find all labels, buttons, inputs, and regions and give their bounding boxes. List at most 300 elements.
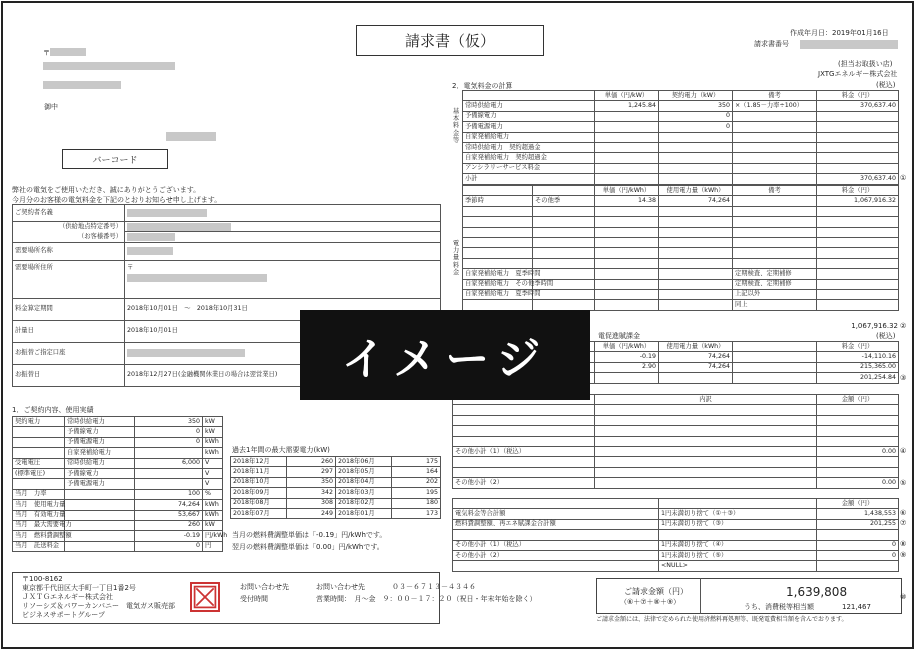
contract-row [13, 510, 223, 520]
info-label: （供給地点特定番号） [13, 222, 125, 232]
energy-head: 使用電力量（kWh） [659, 186, 733, 196]
energy-item: 自家発補給電力 その他季時間 [463, 279, 533, 289]
energy-unit-price [595, 289, 659, 299]
blank [733, 352, 817, 362]
onchu-label: 御中 [44, 103, 58, 111]
basic-amount [817, 142, 899, 152]
energy-amount [817, 269, 899, 279]
energy-kwh: 74,264 [659, 196, 733, 206]
other-amount-head: 金額（円） [817, 395, 899, 405]
energy-season [533, 227, 595, 237]
energy-row [463, 279, 899, 289]
contract-category: 当月 燃料費調整額 [13, 531, 65, 541]
info-label: 需要場所名称 [13, 242, 125, 260]
demand-month: 2018年08月 [231, 498, 287, 508]
energy-kwh [659, 258, 733, 268]
basic-contract-kw [659, 163, 733, 173]
basic-amount [817, 132, 899, 142]
contract-category [13, 448, 65, 458]
summary-rule [659, 530, 817, 540]
contract-unit: kW [203, 427, 223, 437]
summary-item: その他小計（2） [453, 550, 659, 560]
contract-value: 100 [135, 489, 203, 499]
demand-value: 249 [287, 508, 336, 518]
contract-item: 自家発補給電力 [65, 448, 135, 458]
info-value [125, 222, 441, 232]
contract-value: 74,264 [135, 500, 203, 510]
bottom-note: ご請求金額には、法律で定められた使用済燃料再処理等、既発電費相当額を含んでおります。 [596, 616, 848, 623]
contract-category: 当月 託送料金 [13, 541, 65, 551]
contract-value: 0 [135, 541, 203, 551]
energy-kwh [659, 248, 733, 258]
circle-4: ④ [900, 447, 907, 455]
levy-amount: -14,110.16 [817, 352, 899, 362]
sender-postal: 〒100-8162 [22, 575, 63, 583]
contract-item [65, 500, 135, 510]
energy-amount [817, 289, 899, 299]
info-value: 2018年12月27日(金融機関休業日の場合は翌営業日) [125, 364, 441, 386]
energy-subtotal: 1,067,916.32 [851, 322, 898, 330]
demand-table [230, 456, 441, 519]
energy-season [533, 258, 595, 268]
sender-address: 東京都千代田区大手町一丁目1番2号 [22, 584, 136, 592]
contract-unit: kW [203, 417, 223, 427]
energy-kwh [659, 289, 733, 299]
other-subtotal-1-value: 0.00 [817, 446, 899, 456]
energy-item [463, 300, 533, 310]
levy-unit-price: -0.19 [595, 352, 659, 362]
contract-value: 6,000 [135, 458, 203, 468]
energy-unit-price: 14.38 [595, 196, 659, 206]
energy-amount [817, 258, 899, 268]
contract-value: 350 [135, 417, 203, 427]
basic-unit-price [595, 111, 659, 121]
contract-unit: kWh [203, 448, 223, 458]
contract-table [12, 416, 228, 552]
created-date: 作成年月日：2019年01月16日 [790, 29, 889, 37]
demand-value: 202 [392, 477, 441, 487]
energy-kwh [659, 279, 733, 289]
energy-amount: 1,067,916.32 [817, 196, 899, 206]
summary-row [453, 540, 899, 550]
basic-amount [817, 163, 899, 173]
basic-item: 自家発補給電力 契約超過金 [463, 153, 595, 163]
contract-unit: V [203, 468, 223, 478]
basic-row [463, 111, 899, 121]
energy-note [733, 248, 817, 258]
greeting-line-1: 弊社の電気をご使用いただき、誠にありがとうございます。 [12, 186, 201, 194]
energy-note [733, 258, 817, 268]
basic-note: ×（1.85－力率÷100） [733, 101, 817, 111]
energy-unit-price [595, 300, 659, 310]
basic-contract-kw [659, 174, 733, 184]
energy-note: 定期検査、定期補修 [733, 269, 817, 279]
contract-row [13, 489, 223, 499]
contract-item: 予備電源電力 [65, 437, 135, 447]
basic-row [463, 174, 899, 184]
demand-month: 2018年12月 [231, 457, 287, 467]
energy-note: 上記以外 [733, 289, 817, 299]
basic-amount: 370,637.40 [817, 101, 899, 111]
energy-head: 単価（円/kWh） [595, 186, 659, 196]
energy-row [463, 217, 899, 227]
basic-item: 常時供給電力 契約超過金 [463, 142, 595, 152]
contract-category: 受電電圧 [13, 458, 65, 468]
contract-row [13, 437, 223, 447]
circle-1: ① [900, 174, 907, 182]
other-subtotal-2-label: その他小計（2） [453, 478, 595, 488]
header-blank [533, 186, 595, 196]
contract-value [135, 448, 203, 458]
basic-amount: 370,637.40 [817, 174, 899, 184]
basic-head: 料金（円） [817, 91, 899, 101]
redacted-address-1 [43, 62, 175, 70]
levy-tax-note: (税込) [876, 332, 896, 340]
demand-month: 2018年03月 [336, 488, 392, 498]
demand-heading: 過去1年間の最大需要電力(kW) [232, 446, 330, 454]
energy-kwh [659, 269, 733, 279]
other-subtotal-1-label: その他小計（1）（税込） [453, 446, 595, 456]
summary-amount: 201,255 [817, 519, 899, 529]
demand-value: 350 [287, 477, 336, 487]
contract-value [135, 479, 203, 489]
energy-unit-price [595, 258, 659, 268]
energy-note [733, 196, 817, 206]
demand-value: 175 [392, 457, 441, 467]
summary-rule: 1円未満切り捨て（④） [659, 540, 817, 550]
basic-unit-price [595, 132, 659, 142]
info-label: ご契約者名義 [13, 205, 125, 222]
basic-unit-price [595, 122, 659, 132]
energy-item [463, 248, 533, 258]
summary-item: 電気料金等合計額 [453, 509, 659, 519]
demand-row [231, 477, 441, 487]
basic-amount [817, 122, 899, 132]
info-label: お振替ご指定口座 [13, 342, 125, 364]
contract-category: 契約電力 [13, 417, 65, 427]
energy-row [463, 237, 899, 247]
info-label: （お客様番号） [13, 232, 125, 242]
energy-season [533, 289, 595, 299]
contract-row [13, 520, 223, 530]
energy-amount [817, 279, 899, 289]
energy-item: 自家発補給電力 夏季時間 [463, 289, 533, 299]
tax-label: うち、消費税等相当額 [744, 603, 814, 611]
summary-rule: <NULL> [659, 561, 817, 571]
basic-unit-price [595, 142, 659, 152]
tax-note: (税込) [876, 81, 896, 89]
energy-season: その他季 [533, 196, 595, 206]
energy-head-row [463, 186, 899, 196]
contract-item: 常時供給電力 [65, 458, 135, 468]
energy-row [463, 258, 899, 268]
redacted-postal [50, 48, 86, 56]
basic-contract-kw [659, 142, 733, 152]
demand-value: 180 [392, 498, 441, 508]
header-blank [733, 342, 817, 352]
fuel-note-current: 当月の燃料費調整単価は「-0.19」円/kWhです。 [232, 531, 387, 539]
basic-head: 単価（円/kW） [595, 91, 659, 101]
demand-value: 260 [287, 457, 336, 467]
contract-unit: % [203, 489, 223, 499]
energy-note: 同上 [733, 300, 817, 310]
summary-item: 燃料費調整額、再エネ賦課金合計額 [453, 519, 659, 529]
basic-contract-kw [659, 132, 733, 142]
energy-unit-price [595, 279, 659, 289]
demand-value: 164 [392, 467, 441, 477]
contract-item: 常時供給電力 [65, 417, 135, 427]
summary-amount: 0 [817, 550, 899, 560]
demand-value: 342 [287, 488, 336, 498]
redacted-recipient [166, 132, 216, 141]
demand-month: 2018年01月 [336, 508, 392, 518]
contract-unit: 円/kWh [203, 531, 223, 541]
circle-3: ③ [900, 374, 907, 382]
basic-contract-kw: 0 [659, 111, 733, 121]
demand-row [231, 508, 441, 518]
basic-row [463, 132, 899, 142]
basic-row [463, 122, 899, 132]
energy-season [533, 248, 595, 258]
energy-note [733, 217, 817, 227]
demand-month: 2018年07月 [231, 508, 287, 518]
contract-unit: kWh [203, 500, 223, 510]
basic-contract-kw: 0 [659, 122, 733, 132]
header-blank [463, 186, 533, 196]
summary-item: その他小計（1）（税込） [453, 540, 659, 550]
postal-mark: 〒 [43, 49, 50, 57]
summary-row [453, 519, 899, 529]
basic-amount [817, 111, 899, 121]
demand-month: 2018年04月 [336, 477, 392, 487]
energy-unit-price [595, 248, 659, 258]
business-hours: 営業時間： 月～金 ９：００－１７：２０（祝日・年末年始を除く） [316, 595, 537, 603]
levy-unit-price: 2.90 [595, 362, 659, 372]
energy-item: 季節時 [463, 196, 533, 206]
blank [595, 373, 659, 383]
basic-charge-label: 基本料金等 [452, 108, 460, 144]
inquiry-label: お問い合わせ先 [240, 583, 289, 591]
basic-item: 自家発補給電力 [463, 132, 595, 142]
info-value: 2018年10月01日 ～ 2018年10月31日 [125, 298, 441, 320]
basic-item: アンシラリーサービス料金 [463, 163, 595, 173]
basic-contract-kw [659, 153, 733, 163]
contract-category: 当月 力率 [13, 489, 65, 499]
demand-month: 2018年06月 [336, 457, 392, 467]
total-formula: （⑥＋⑦＋⑧＋⑨） [620, 598, 681, 606]
demand-row [231, 467, 441, 477]
circle-8: ⑧ [900, 540, 907, 548]
header-blank [463, 91, 595, 101]
energy-amount [817, 206, 899, 216]
inquiry-label-2: お問い合わせ先 [316, 583, 365, 591]
energy-season [533, 206, 595, 216]
energy-charge-label: 電力量料金 [452, 240, 460, 276]
basic-head: 備考 [733, 91, 817, 101]
contract-unit: 円 [203, 541, 223, 551]
summary-row [453, 550, 899, 560]
energy-unit-price [595, 217, 659, 227]
contract-category: (標準電圧) [13, 468, 65, 478]
barcode-box: バーコード [62, 149, 168, 169]
energy-note: 定期検査、定期補修 [733, 279, 817, 289]
contract-value: -0.19 [135, 531, 203, 541]
blank [733, 373, 817, 383]
contract-value: 0 [135, 427, 203, 437]
blank [659, 373, 733, 383]
summary-rule: 1円未満切り捨て（⑤） [659, 550, 817, 560]
contract-item [65, 510, 135, 520]
contract-value: 260 [135, 520, 203, 530]
demand-value: 308 [287, 498, 336, 508]
energy-row [463, 196, 899, 206]
summary-item [453, 530, 659, 540]
contract-item [65, 541, 135, 551]
info-label: お振替日 [13, 364, 125, 386]
summary-amount [817, 530, 899, 540]
energy-kwh [659, 227, 733, 237]
basic-unit-price [595, 153, 659, 163]
basic-charge-table [462, 90, 899, 185]
tax-amount: 121,467 [842, 603, 871, 611]
energy-row [463, 269, 899, 279]
circle-6: ⑥ [900, 509, 907, 517]
basic-note [733, 153, 817, 163]
energy-head: 料金（円） [817, 186, 899, 196]
energy-row [463, 300, 899, 310]
energy-unit-price [595, 237, 659, 247]
summary-amount-head: 金額（円） [817, 499, 899, 509]
basic-row [463, 101, 899, 111]
energy-amount [817, 227, 899, 237]
summary-rule: 1円未満切り捨て（①＋③） [659, 509, 817, 519]
info-value: 〒 [125, 260, 441, 298]
contract-unit: kW [203, 520, 223, 530]
fuel-note-next: 翌月の燃料費調整単価は「0.00」円/kWhです。 [232, 543, 384, 551]
sender-group: ビジネスサポートグループ [22, 611, 105, 619]
energy-row [463, 289, 899, 299]
sample-image-overlay: イメージ [300, 310, 590, 400]
agency-label: (担当お取扱い店) [838, 60, 893, 68]
energy-row [463, 206, 899, 216]
basic-item: 小計 [463, 174, 595, 184]
contract-unit: V [203, 458, 223, 468]
circle-2: ② [900, 322, 907, 330]
energy-note [733, 227, 817, 237]
energy-unit-price [595, 227, 659, 237]
contract-category: 当月 最大需要電力 [13, 520, 65, 530]
contract-item: 予備線電力 [65, 427, 135, 437]
hours-label: 受付時間 [240, 595, 268, 603]
contract-category: 当月 使用電力量 [13, 500, 65, 510]
energy-unit-price [595, 206, 659, 216]
basic-unit-price [595, 174, 659, 184]
contract-category [13, 479, 65, 489]
demand-month: 2018年09月 [231, 488, 287, 498]
summary-row [453, 530, 899, 540]
basic-note [733, 163, 817, 173]
circle-9: ⑨ [900, 551, 907, 559]
info-label: 計量日 [13, 320, 125, 342]
summary-table [452, 498, 899, 572]
basic-unit-price: 1,245.84 [595, 101, 659, 111]
company-name: JXTGエネルギー株式会社 [818, 70, 898, 78]
basic-contract-kw: 350 [659, 101, 733, 111]
info-label: 需要場所住所 [13, 260, 125, 298]
basic-item: 常時供給電力 [463, 101, 595, 111]
contract-row [13, 458, 223, 468]
energy-amount [817, 300, 899, 310]
summary-row [453, 561, 899, 571]
contract-item [65, 489, 135, 499]
energy-unit-price [595, 269, 659, 279]
contract-category [13, 437, 65, 447]
basic-row [463, 142, 899, 152]
energy-note [733, 206, 817, 216]
blank [733, 362, 817, 372]
energy-season [533, 269, 595, 279]
energy-kwh [659, 206, 733, 216]
levy-amount: 215,365.00 [817, 362, 899, 372]
summary-item [453, 561, 659, 571]
basic-unit-price [595, 163, 659, 173]
summary-rule: 1円未満切り捨て（③） [659, 519, 817, 529]
contract-value: 53,667 [135, 510, 203, 520]
basic-item: 予備電源電力 [463, 122, 595, 132]
basic-note [733, 111, 817, 121]
levy-head: 料金（円） [817, 342, 899, 352]
energy-season [533, 217, 595, 227]
company-stamp-icon [190, 582, 220, 612]
calc-heading: 2．電気料金の計算 [452, 82, 513, 90]
demand-value: 297 [287, 467, 336, 477]
contract-unit: kWh [203, 437, 223, 447]
energy-row [463, 227, 899, 237]
contract-category [13, 427, 65, 437]
contract-unit: kWh [203, 510, 223, 520]
info-value: 2018年10月01日 [125, 320, 441, 342]
demand-month: 2018年02月 [336, 498, 392, 508]
contract-item: 予備線電力 [65, 468, 135, 478]
circle-5: ⑤ [900, 479, 907, 487]
basic-head: 契約電力（kW） [659, 91, 733, 101]
basic-note [733, 142, 817, 152]
demand-value: 195 [392, 488, 441, 498]
energy-item [463, 206, 533, 216]
demand-month: 2018年05月 [336, 467, 392, 477]
demand-value: 173 [392, 508, 441, 518]
energy-charge-table [462, 185, 899, 311]
basic-row [463, 153, 899, 163]
contract-category: 当月 有効電力量 [13, 510, 65, 520]
other-charges-table [452, 394, 899, 489]
levy-total: 201,254.84 [817, 373, 899, 383]
basic-note [733, 122, 817, 132]
levy-kwh: 74,264 [659, 362, 733, 372]
energy-head: 備考 [733, 186, 817, 196]
total-amount: 1,639,808 [786, 585, 848, 599]
circle-10: ⑩ [900, 593, 907, 601]
demand-row [231, 457, 441, 467]
info-value [125, 242, 441, 260]
contract-value [135, 468, 203, 478]
energy-season [533, 300, 595, 310]
energy-kwh [659, 217, 733, 227]
circle-7: ⑦ [900, 519, 907, 527]
levy-kwh: 74,264 [659, 352, 733, 362]
contract-row [13, 468, 223, 478]
levy-head: 単価（円/kWh） [595, 342, 659, 352]
